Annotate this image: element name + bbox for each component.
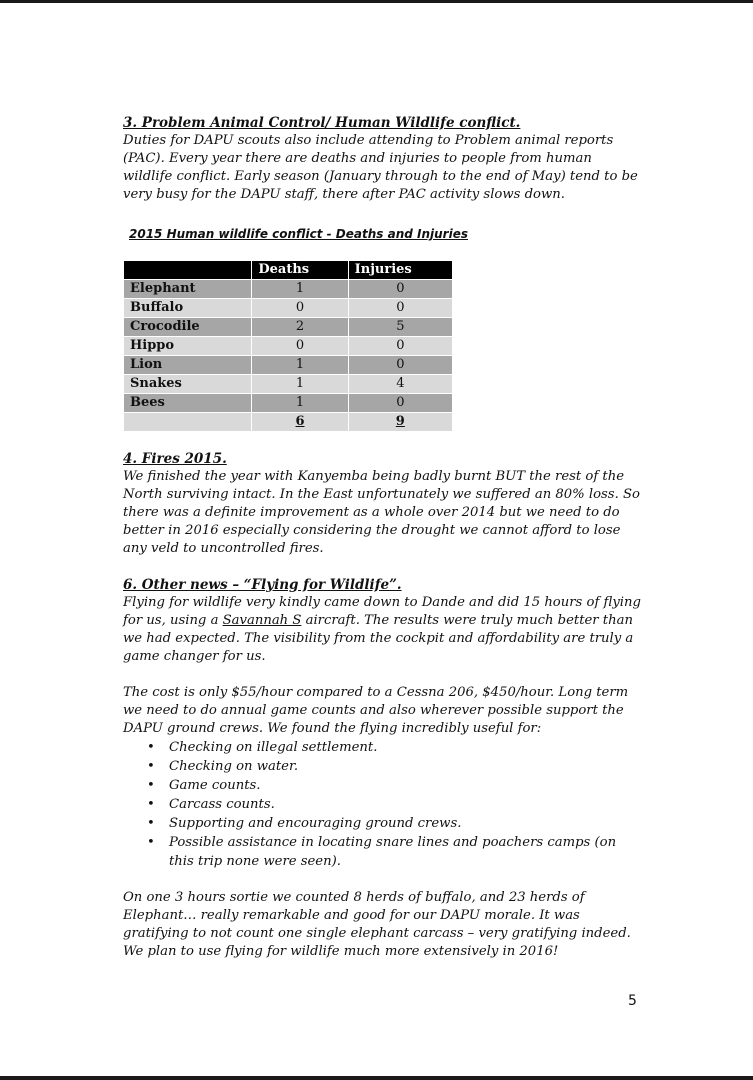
table-header-row: [124, 261, 453, 280]
total-deaths-cell: [252, 413, 348, 432]
table-row: [124, 356, 453, 375]
list-item-text: Carcass counts.: [169, 797, 275, 812]
table-row: [124, 299, 453, 318]
total-deaths-value: 6: [295, 414, 305, 429]
conflict-table: [123, 260, 453, 432]
section-6-paragraph-3: On one 3 hours sortie we counted 8 herds of buffalo, and 23 herds of Elephant… really remarkable and good for our DAPU morale. It was gratifying to not count one single elephant carcass – very gratifying indeed.: [123, 890, 631, 941]
bullet-icon: •: [147, 797, 155, 812]
table-total-row: [124, 413, 453, 432]
list-item: [147, 814, 643, 833]
species-cell: Elephant: [124, 280, 252, 299]
page-top-border: [0, 0, 753, 3]
total-label-cell: [124, 413, 252, 432]
header-cell-deaths: Deaths: [252, 261, 348, 280]
table-row: [124, 318, 453, 337]
table-caption: 2015 Human wildlife conflict - Deaths and Injuries: [129, 227, 468, 241]
section-3-body: Duties for DAPU scouts also include attending to Problem animal reports (PAC). Every year there are deaths and injuries to people from human wildlife conflict. Early season (January through to the end of May) tend to be very busy for the DAPU staff, there after PAC activity slows down.: [123, 133, 638, 202]
injuries-cell: 0: [348, 280, 452, 299]
species-cell: Crocodile: [124, 318, 252, 337]
document-body: [123, 114, 643, 961]
bullet-icon: •: [147, 835, 155, 850]
total-injuries-value: 9: [395, 414, 405, 429]
header-cell-injuries: Injuries: [348, 261, 452, 280]
deaths-cell: 0: [252, 337, 348, 356]
list-item-text: Checking on illegal settlement.: [169, 740, 378, 755]
paragraph-1-text-end: aircraft. The results were truly much better than we had expected. The visibility from the cockpit and affordability are truly a game changer for us.: [123, 613, 634, 664]
table-row: [124, 337, 453, 356]
injuries-cell: 0: [348, 356, 452, 375]
injuries-cell: 5: [348, 318, 452, 337]
section-6-paragraph-2: The cost is only $55/hour compared to a Cessna 206, $450/hour. Long term we need to do annual game counts and also wherever possible support the DAPU ground crews. We found the flying incredibly useful for:: [123, 685, 629, 736]
deaths-cell: 1: [252, 375, 348, 394]
uses-list: [123, 738, 643, 871]
list-item-text: Game counts.: [169, 778, 261, 793]
page-number: 5: [628, 993, 637, 1009]
deaths-cell: 0: [252, 299, 348, 318]
section-6-title: 6. Other news – “Flying for Wildlife”.: [123, 577, 402, 593]
bullet-icon: •: [147, 740, 155, 755]
deaths-cell: 2: [252, 318, 348, 337]
list-item: [147, 833, 643, 871]
species-cell: Bees: [124, 394, 252, 413]
paragraph-1-text-start: Flying for wildlife very kindly came down to Dande and did 15 hours of flying for us, using a: [123, 595, 641, 628]
injuries-cell: 4: [348, 375, 452, 394]
injuries-cell: 0: [348, 337, 452, 356]
deaths-cell: 1: [252, 394, 348, 413]
page-bottom-border: [0, 1076, 753, 1080]
list-item: [147, 738, 643, 757]
injuries-cell: 0: [348, 299, 452, 318]
section-6-paragraph-4: We plan to use flying for wildlife much more extensively in 2016!: [123, 944, 559, 959]
injuries-cell: 0: [348, 394, 452, 413]
deaths-cell: 1: [252, 356, 348, 375]
list-item-text: Supporting and encouraging ground crews.: [169, 816, 462, 831]
species-cell: Hippo: [124, 337, 252, 356]
table-row: [124, 375, 453, 394]
species-cell: Snakes: [124, 375, 252, 394]
total-injuries-cell: [348, 413, 452, 432]
species-cell: Buffalo: [124, 299, 252, 318]
deaths-cell: 1: [252, 280, 348, 299]
section-4-title: 4. Fires 2015.: [123, 451, 227, 467]
bullet-icon: •: [147, 759, 155, 774]
bullet-icon: •: [147, 778, 155, 793]
list-item: [147, 776, 643, 795]
table-row: [124, 394, 453, 413]
list-item: [147, 757, 643, 776]
bullet-icon: •: [147, 816, 155, 831]
list-item-text: Checking on water.: [169, 759, 299, 774]
section-6-paragraph-1: [123, 594, 643, 666]
section-4-body: We finished the year with Kanyemba being badly burnt BUT the rest of the North surviving intact. In the East unfortunately we suffered an 80% loss. So there was a definite improvement as a whole over 2014 but we need to do better in 2016 especially considering the drought we cannot afford to lose any veld to uncontrolled fires.: [123, 469, 640, 556]
list-item-text: Possible assistance in locating snare lines and poachers camps (on this trip none were seen).: [169, 835, 617, 869]
section-3-title: 3. Problem Animal Control/ Human Wildlife conflict.: [123, 115, 521, 131]
savannah-s-link[interactable]: Savannah S: [222, 613, 302, 628]
header-cell-blank: [124, 261, 252, 280]
species-cell: Lion: [124, 356, 252, 375]
table-row: [124, 280, 453, 299]
list-item: [147, 795, 643, 814]
